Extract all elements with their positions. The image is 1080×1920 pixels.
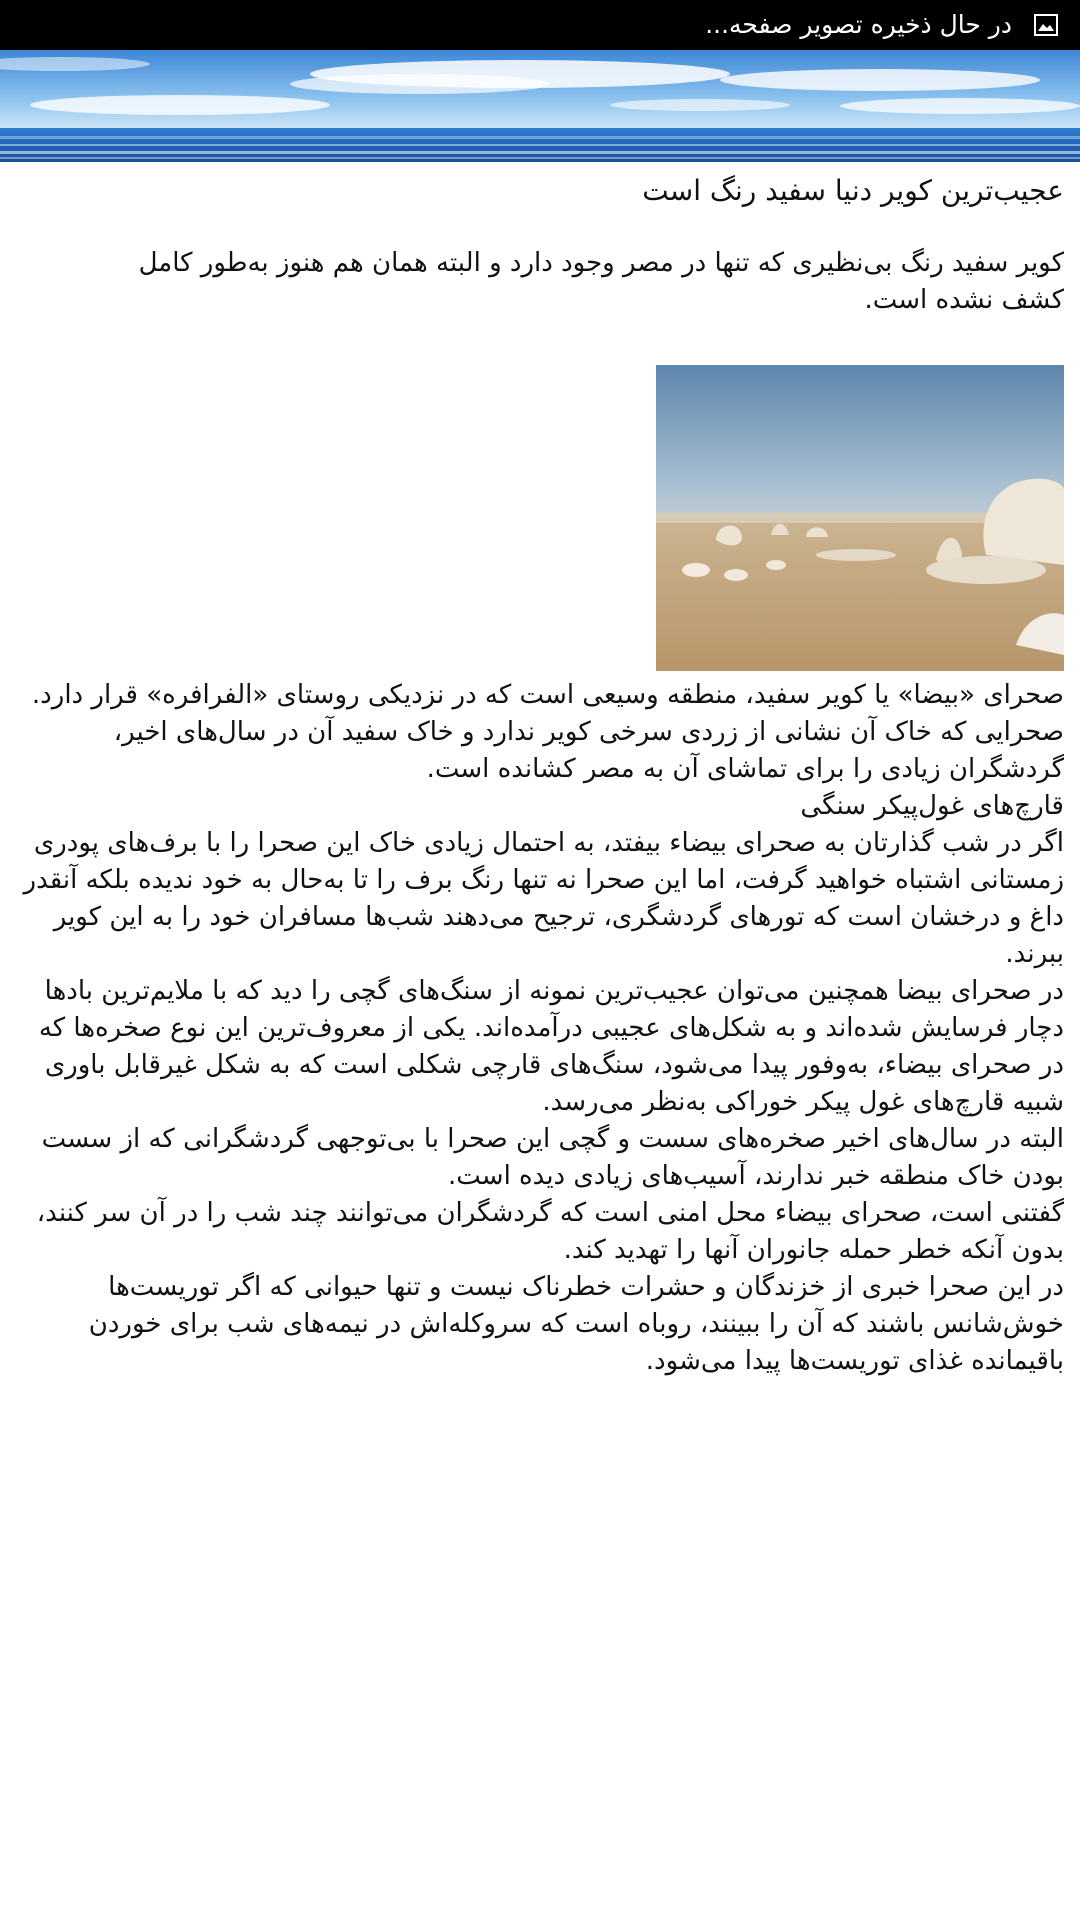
header-banner (0, 50, 1080, 162)
status-text: در حال ذخیره تصویر صفحه... (705, 10, 1012, 39)
image-icon (1034, 14, 1058, 36)
paragraph-6: در این صحرا خبری از خزندگان و حشرات خطرناک نیست و تنها حیوانی که اگر توریست‌ها خوش‌شانس باشند که آن را ببینند، روباه است که سروکله‌اش در نیمه‌های شب برای خوردن باقیمانده غذای توریست‌ها پیدا می‌شود. (88, 1272, 1064, 1376)
section-heading: قارچ‌های غول‌پیکر سنگی (800, 791, 1064, 821)
paragraph-5: گفتنی است، صحرای بیضاء محل امنی است که گردشگران می‌توانند چند شب را در آن سر کنند، بدون آنکه خطر حمله جانوران آنها را تهدید کند. (36, 1198, 1064, 1265)
paragraph-4: البته در سال‌های اخیر صخره‌های سست و گچی این صحرا با بی‌توجهی گردشگرانی که از سست بودن خاک منطقه خبر ندارند، آسیب‌های زیادی دیده است. (41, 1124, 1064, 1191)
status-bar (0, 0, 1080, 50)
article (12, 172, 1064, 1380)
article-intro: کویر سفید رنگ بی‌نظیری که تنها در مصر وجود دارد و البته همان هم هنوز به‌طور کامل کشف نشده است. (138, 248, 1064, 315)
paragraph-3: در صحرای بیضا همچنین می‌توان عجیب‌ترین نمونه از سنگ‌های گچی را دید که با ملایم‌ترین بادها دچار فرسایش شده‌اند و به شکل‌های عجیبی درآمده‌اند. یکی از معروف‌ترین این نوع صخره‌ها که در صحرای بیضاء، به‌وفور پیدا می‌شود، سنگ‌های قارچی شکلی است که به شکل غیرقابل باوری شبیه قارچ‌های غول پیکر خوراکی به‌نظر می‌رسد. (38, 976, 1064, 1117)
article-title: عجیب‌ترین کویر دنیا سفید رنگ است (642, 174, 1064, 207)
sky-sea-banner (0, 50, 1080, 162)
paragraph-2: اگر در شب گذارتان به صحرای بیضاء بیفتد، به احتمال زیادی خاک این صحرا را با برف‌های پودری زمستانی اشتباه خواهید گرفت، اما این صحرا نه تنها رنگ برف را تا به‌حال به خود ندیده بلکه آنقدر داغ و درخشان است که تورهای گردشگری، ترجیح می‌دهند شب‌ها مسافران خود را به این کویر ببرند. (23, 828, 1064, 969)
paragraph-1: صحرای «بیضا» یا کویر سفید، منطقه وسیعی است که در نزدیکی روستای «الفرافره» قرار دارد. صحرایی که خاک آن نشانی از زردی سرخی کویر ندارد و خاک سفید آن در سال‌های اخیر، گردشگران زیادی را برای تماشای آن به مصر کشانده است. (31, 680, 1064, 784)
white-desert-photo (656, 365, 1064, 671)
